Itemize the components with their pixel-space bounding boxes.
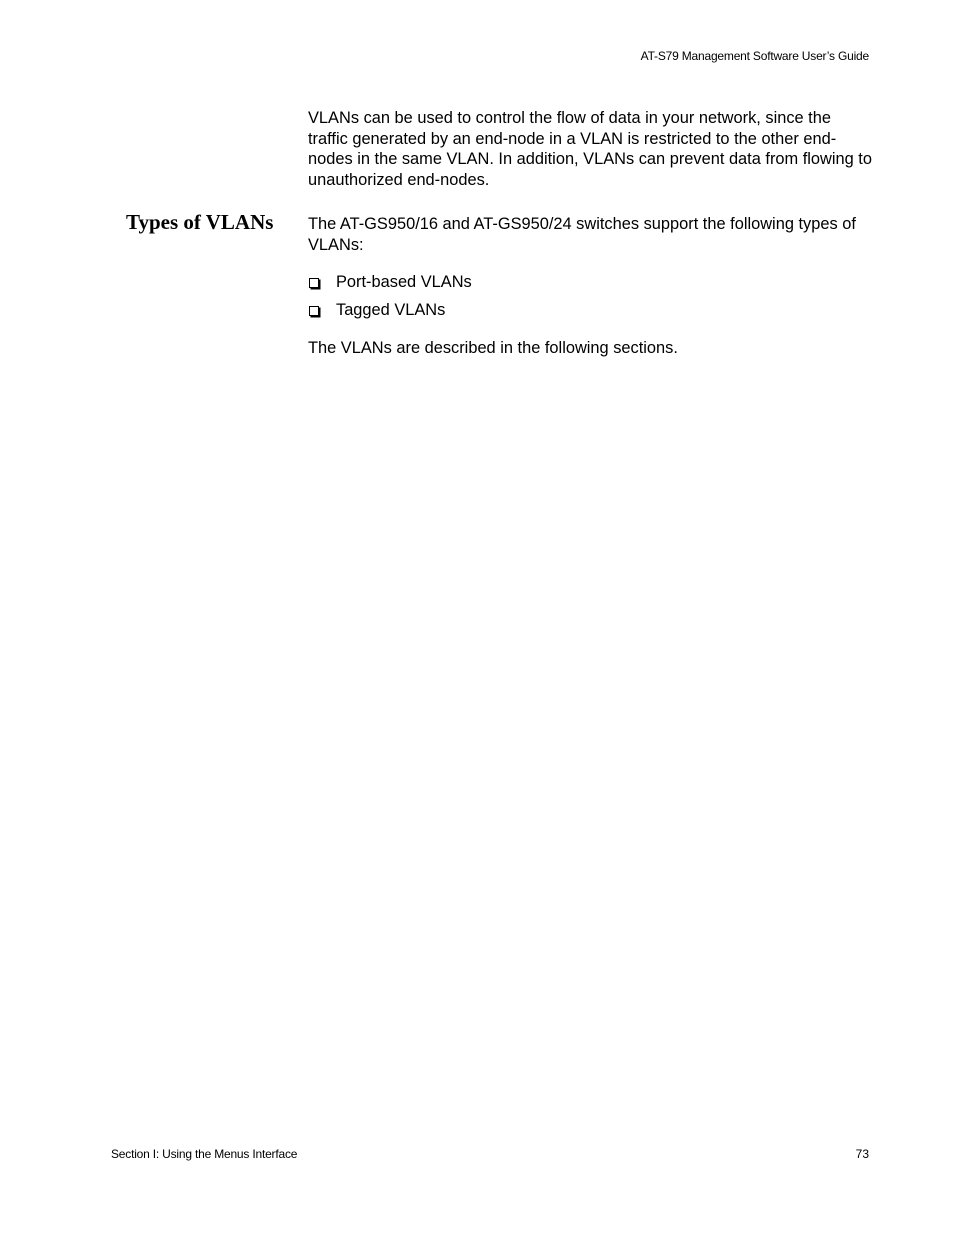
page-number: 73 [855,1147,869,1161]
checkbox-bullet-icon [309,278,319,288]
section-heading: Types of VLANs [126,210,274,234]
closing-paragraph: The VLANs are described in the following sections. [308,339,678,357]
list-item-label: Port-based VLANs [336,273,472,291]
intro-paragraph: VLANs can be used to control the flow of data in your network, since the traffic generated by an end-node in a VLAN is restricted to the other end-nodes in the same VLAN. In addition, VLANs can prevent data from flowing to unauthorized end-nodes. [308,109,872,189]
section-intro-paragraph: The AT-GS950/16 and AT-GS950/24 switches support the following types of VLANs: [308,215,856,254]
footer-section-label: Section I: Using the Menus Interface [111,1147,298,1161]
list-item-label: Tagged VLANs [336,301,446,319]
checkbox-bullet-icon [309,306,319,316]
list-item [308,299,472,327]
list-item [308,271,472,299]
vlan-types-list [308,271,472,327]
running-header-title: AT-S79 Management Software User’s Guide [640,49,869,63]
